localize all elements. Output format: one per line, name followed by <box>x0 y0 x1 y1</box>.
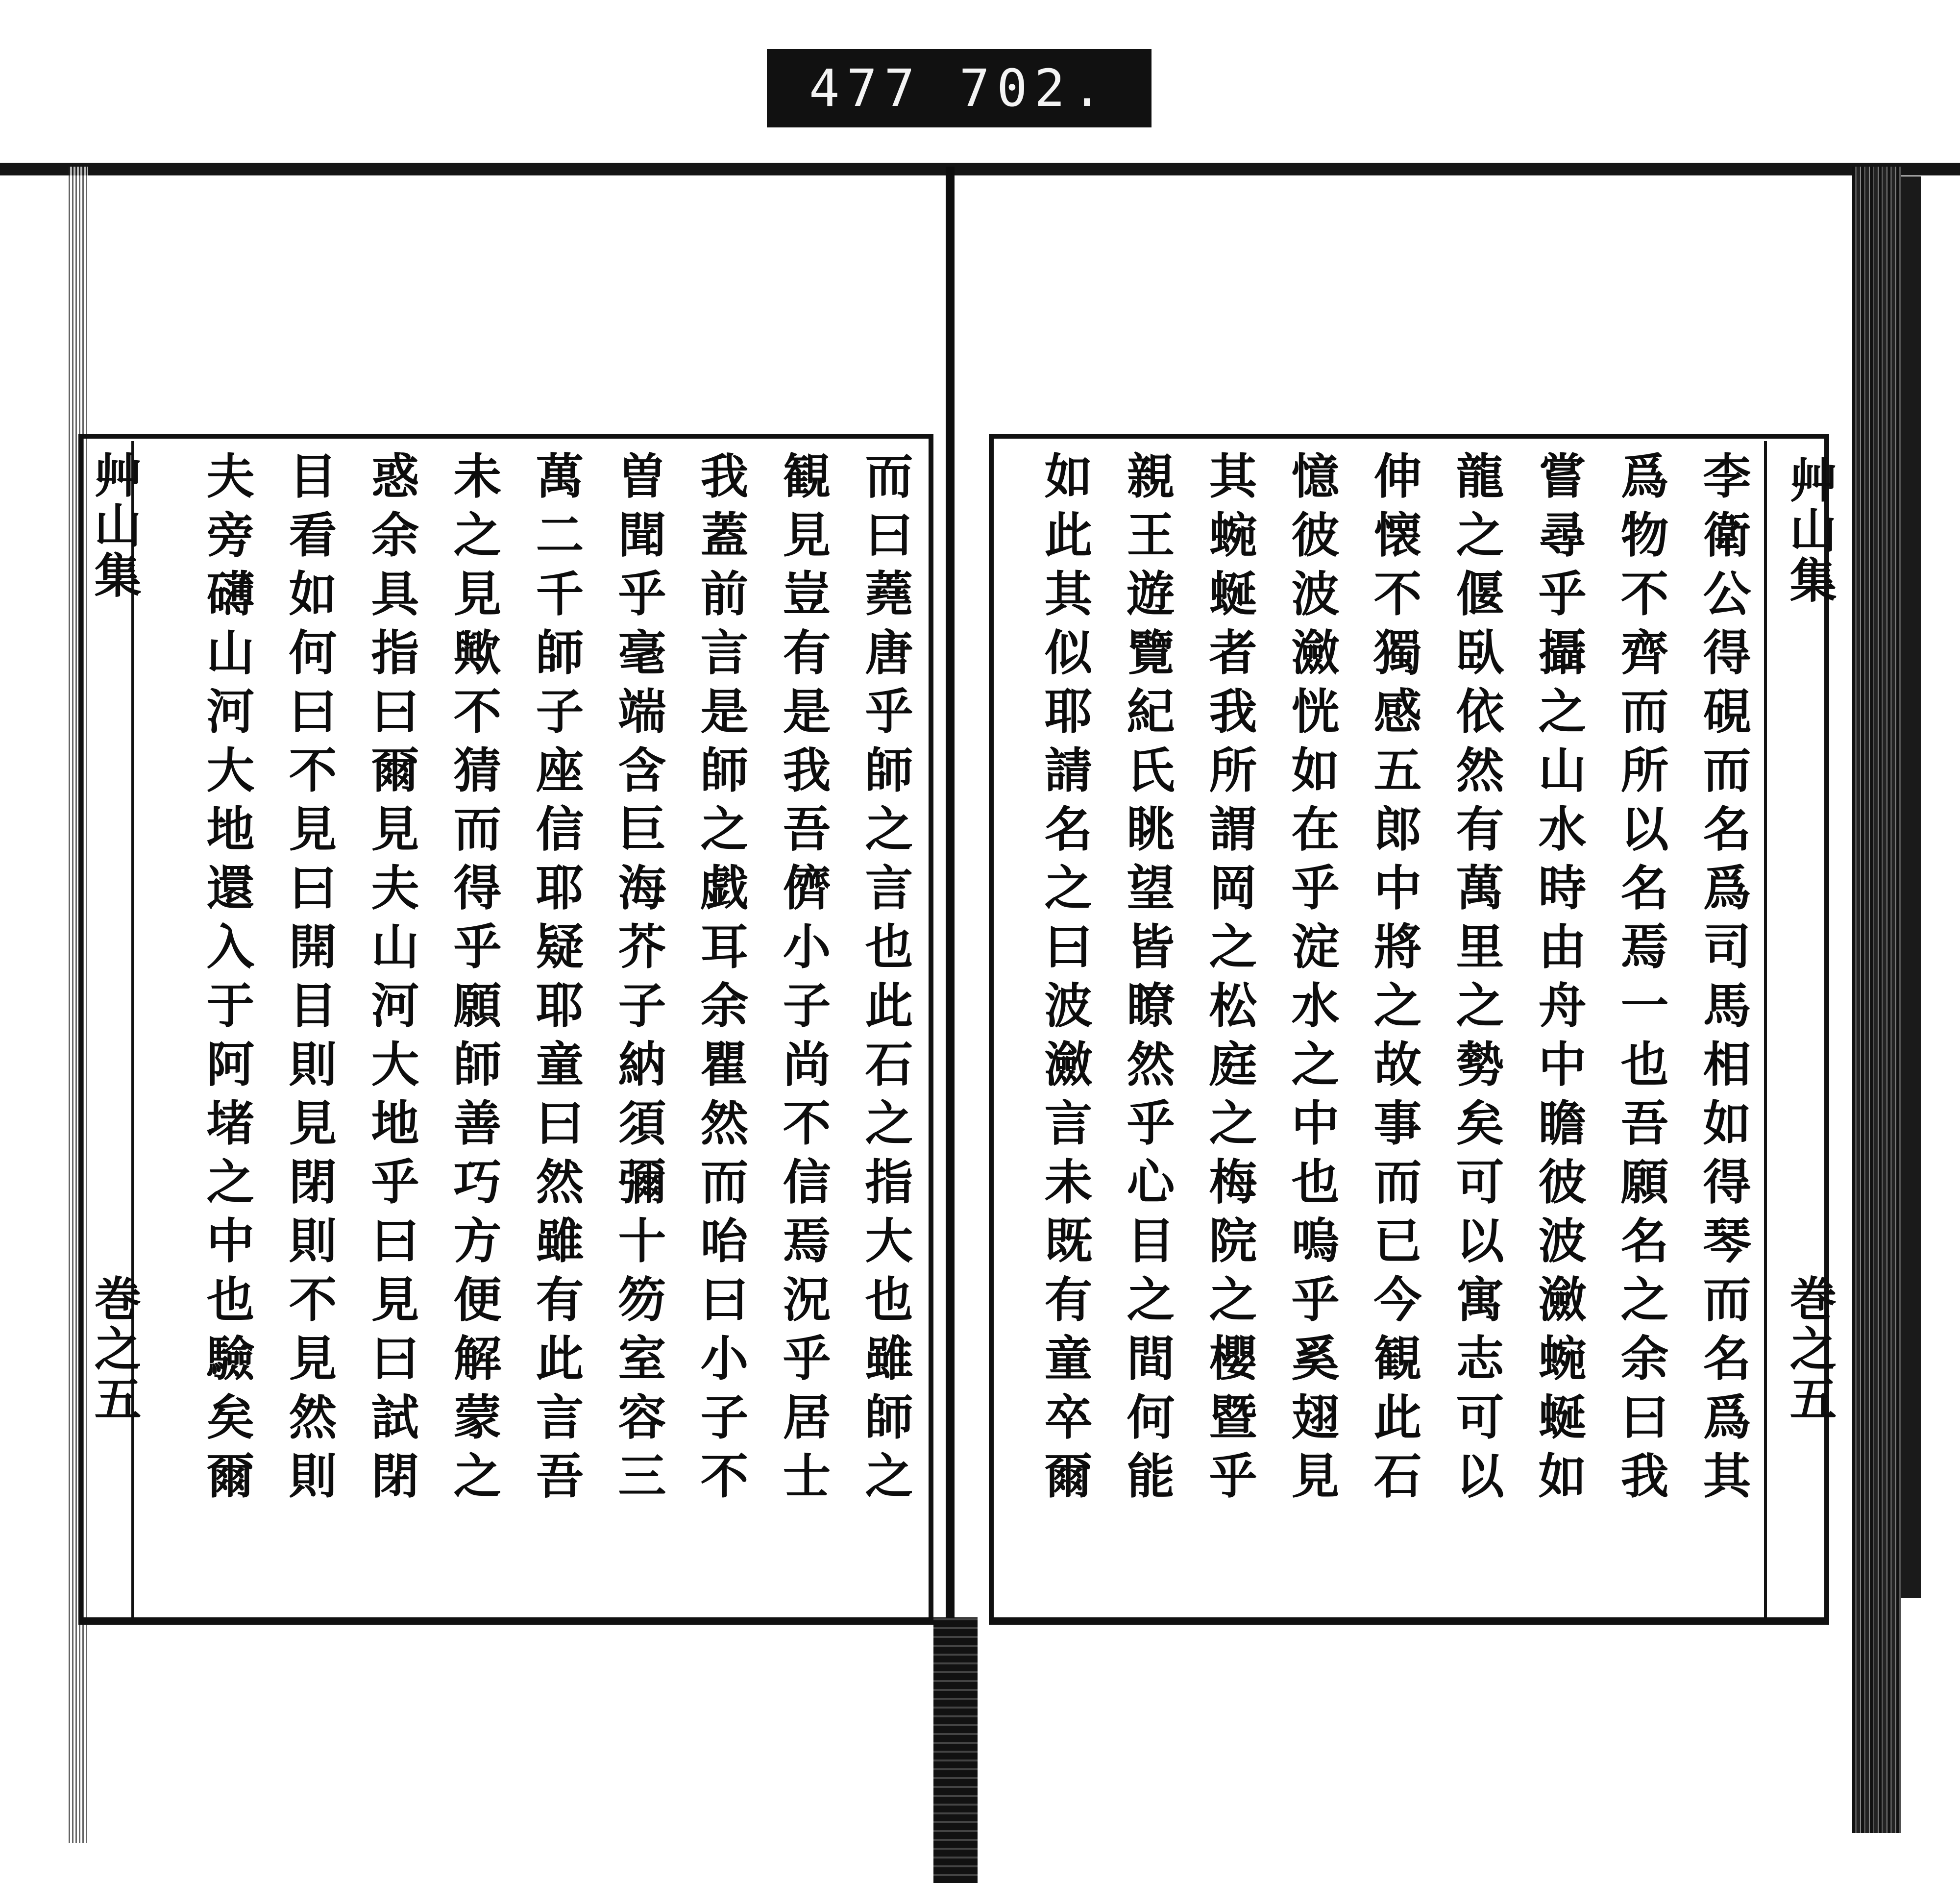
text-column: 其蜿蜒者我所謂岡之松庭之梅院之櫻暨乎 <box>1201 451 1257 1510</box>
text-column: 萬二千師子座信耶疑耶童曰然雖有此言吾 <box>528 451 584 1510</box>
text-column: 如此其似耶請名之曰波瀲言未既有童卒爾 <box>1036 451 1093 1510</box>
right-margin-rule <box>1764 441 1767 1617</box>
left-bottom-rule <box>78 1617 933 1624</box>
left-hashira-title: 艸山集 <box>87 451 142 601</box>
text-column: 目看如何曰不見曰開目則見閉則不見然則 <box>281 451 337 1510</box>
right-bottom-rule <box>989 1617 1829 1624</box>
text-column: 嘗尋乎攝之山水時由舟中瞻彼波瀲蜿蜒如 <box>1530 451 1587 1510</box>
text-column: 伸懐不獨感五郎中將之故事而已今観此石 <box>1366 451 1422 1510</box>
catalog-number: 477 702. <box>809 58 1109 118</box>
text-column: 観見豈有是我吾儕小子尚不信焉況乎居士 <box>775 451 831 1510</box>
right-hashira-volume: 巻之五 <box>1782 1274 1838 1424</box>
text-column: 李衛公得硯而名爲司馬相如得琴而名爲其 <box>1695 451 1751 1510</box>
left-hashira-volume: 巻之五 <box>87 1274 142 1424</box>
text-column: 惑余具指曰爾見夫山河大地乎曰見曰試閉 <box>363 451 419 1510</box>
left-page-text <box>142 451 926 1617</box>
catalog-label <box>767 49 1152 127</box>
text-column: 憶彼波瀲恍如在乎淀水之中也嗚乎奚翅見 <box>1283 451 1340 1510</box>
right-page-stack-edge <box>1852 167 1901 1833</box>
text-column: 爲物不齊而所以名焉一也吾願名之余曰我 <box>1613 451 1669 1510</box>
book-spine <box>946 167 955 1872</box>
right-page-text <box>1004 451 1764 1617</box>
text-column: 龍之偃臥依然有萬里之勢矣可以寓志可以 <box>1448 451 1504 1510</box>
text-column: 曽聞乎毫端含巨海芥子納須彌十笏室容三 <box>610 451 666 1510</box>
scanner-rod <box>0 163 1960 175</box>
text-column: 夫旁礴山河大地還入于阿堵之中也驗矣爾 <box>198 451 255 1510</box>
text-column: 而曰蕘唐乎師之言也此石之指大也雖師之 <box>857 451 913 1510</box>
right-hashira-title: 艸山集 <box>1782 456 1838 606</box>
text-column: 我蓋前言是師之戯耳余瞿然而咍曰小子不 <box>692 451 749 1510</box>
text-column: 未之見歟不猜而得乎願師善巧方便解蒙之 <box>445 451 502 1510</box>
text-column: 親王遊覽紀氏眺望皆瞭然乎心目之間何能 <box>1119 451 1175 1510</box>
spine-shadow <box>933 1617 978 1883</box>
right-cover-edge <box>1901 176 1921 1598</box>
left-margin-rule <box>131 441 134 1617</box>
